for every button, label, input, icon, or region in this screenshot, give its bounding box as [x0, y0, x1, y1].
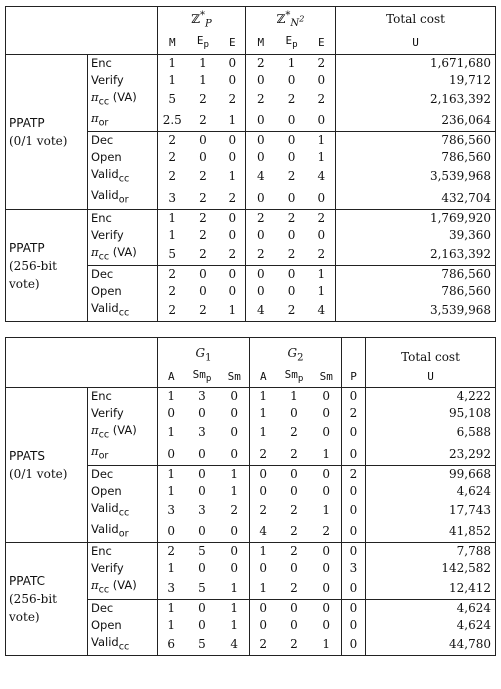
cost-cell: 1 — [250, 422, 277, 443]
column-label: P — [342, 366, 366, 388]
operation-label: Open — [88, 283, 158, 300]
cost-cell: 0 — [342, 388, 366, 406]
protocol-label: PPATC (256-bit vote) — [6, 543, 88, 656]
cost-cell: 2 — [246, 89, 276, 110]
cost-cell: 5 — [185, 543, 220, 561]
cost-cell: 2 — [276, 300, 308, 322]
column-label: $Sm_p$ — [185, 366, 220, 388]
cost-cell: 2 — [308, 54, 336, 72]
cost-cell: 0 — [342, 443, 366, 465]
header-row-groups — [6, 7, 496, 33]
operation-label: Valid$_{cc}$ — [88, 300, 158, 322]
cost-cell: 0 — [199, 150, 207, 165]
cost-cell: 2 — [290, 425, 298, 440]
cost-cell: 1 — [158, 72, 187, 89]
operation-label: Open — [88, 483, 158, 500]
cost-cell: 0 — [342, 599, 366, 617]
cost-cell: 0 — [342, 483, 366, 500]
operation-label: Enc — [88, 209, 158, 227]
cost-cell: 1 — [250, 405, 277, 422]
cost-cell: 3 — [198, 502, 206, 517]
cost-cell: 2 — [342, 405, 366, 422]
cost-cell: 0 — [220, 209, 246, 227]
cost-cell: 0 — [250, 483, 277, 500]
total-cost-cell: 3,539,968 — [336, 300, 496, 322]
header-row-groups — [6, 338, 496, 367]
cost-cell: 0 — [228, 72, 237, 87]
cost-cell: 0 — [308, 187, 336, 209]
cost-cell: 0 — [322, 425, 331, 440]
cost-cell: 3 — [198, 425, 206, 440]
cost-cell: 0 — [230, 425, 239, 440]
cost-cell: 2 — [277, 543, 312, 561]
cost-cell: 2 — [199, 227, 207, 242]
group-header: ℤ*$_P$ — [158, 7, 246, 33]
group-header: ℤ*$_{N^2}$ — [246, 7, 336, 33]
table-row — [6, 543, 496, 561]
cost-cell: 1 — [322, 446, 331, 461]
cost-cell: 0 — [317, 227, 326, 242]
cost-cell: 1 — [158, 560, 185, 577]
cost-cell: 0 — [246, 149, 276, 166]
cost-cell: 2 — [199, 113, 207, 128]
cost-cell: 0 — [276, 187, 308, 209]
cost-cell: 0 — [220, 521, 250, 543]
cost-cell: 1 — [199, 72, 207, 87]
operation-label: Verify — [88, 405, 158, 422]
cost-cell: 2 — [287, 246, 296, 261]
cost-cell: 5 — [185, 634, 220, 656]
group-header: $G_2$ — [250, 338, 342, 367]
cost-cell: 2 — [158, 283, 187, 300]
cost-cell: 0 — [277, 599, 312, 617]
cost-cell: 0 — [185, 465, 220, 483]
total-cost-cell: 786,560 — [336, 132, 496, 150]
cost-cell: 1 — [158, 388, 185, 406]
cost-cell: 0 — [228, 284, 237, 299]
cost-cell: 2 — [290, 502, 298, 517]
cost-cell: 3 — [158, 187, 187, 209]
cost-cell: 0 — [287, 150, 296, 165]
cost-cell: 0 — [220, 54, 246, 72]
cost-cell: 2 — [342, 465, 366, 483]
table-row — [6, 54, 496, 72]
cost-cell: 2 — [317, 91, 326, 106]
cost-cell: 0 — [220, 543, 250, 561]
cost-cell: 1 — [277, 388, 312, 406]
cost-cell: 0 — [198, 446, 206, 461]
cost-cell: 5 — [198, 580, 206, 595]
cost-cell: 0 — [322, 406, 331, 421]
column-label: U — [366, 366, 496, 388]
total-cost-cell: 1,671,680 — [336, 54, 496, 72]
cost-cell: 0 — [277, 465, 312, 483]
cost-cell: 2 — [187, 300, 220, 322]
cost-cell: 0 — [250, 465, 277, 483]
cost-cell: 0 — [246, 72, 276, 89]
cost-cell: 1 — [158, 54, 187, 72]
total-cost-cell: 786,560 — [336, 283, 496, 300]
column-label: $E_p$ — [276, 32, 308, 54]
cost-cell: 0 — [276, 266, 308, 284]
table-body — [6, 388, 496, 656]
cost-cell: 0 — [290, 617, 298, 632]
cost-cell: 3 — [158, 500, 185, 521]
total-cost-header: Total cost — [366, 338, 496, 367]
cost-cell: 2 — [187, 187, 220, 209]
cost-cell: 0 — [312, 465, 342, 483]
cost-cell: 4 — [220, 634, 250, 656]
operation-label: Valid$_{cc}$ — [88, 500, 158, 521]
operation-label: Open — [88, 149, 158, 166]
cost-cell: 2 — [199, 91, 207, 106]
cost-cell: 2 — [287, 169, 296, 184]
total-cost-cell: 44,780 — [366, 634, 496, 656]
cost-cell: 1 — [220, 465, 250, 483]
cost-cell: 0 — [246, 132, 276, 150]
cost-cell: 0 — [185, 521, 220, 543]
cost-cell: 1 — [228, 113, 237, 128]
cost-cell: 4 — [246, 300, 276, 322]
cost-cell: 2 — [158, 132, 187, 150]
operation-label: Enc — [88, 543, 158, 561]
cost-cell: 1 — [250, 543, 277, 561]
cost-cell: 2.5 — [158, 110, 187, 132]
cost-cell: 0 — [246, 283, 276, 300]
column-label: M — [246, 32, 276, 54]
cost-cell: 1 — [220, 599, 250, 617]
cost-cell: 0 — [185, 599, 220, 617]
cost-cell: 0 — [287, 227, 296, 242]
cost-cell: 1 — [220, 300, 246, 322]
cost-cell: 0 — [317, 113, 326, 128]
total-cost-cell: 786,560 — [336, 149, 496, 166]
cost-cell: 2 — [308, 209, 336, 227]
operation-label: Open — [88, 617, 158, 634]
cost-cell: 1 — [158, 227, 187, 244]
cost-cell: 1 — [187, 54, 220, 72]
total-cost-cell: 6,588 — [366, 422, 496, 443]
cost-cell: 2 — [158, 266, 187, 284]
cost-cell: 0 — [290, 406, 298, 421]
cost-cell: 2 — [287, 91, 296, 106]
cost-cell: 2 — [246, 54, 276, 72]
cost-cell: 1 — [230, 617, 239, 632]
cost-cell: 5 — [158, 244, 187, 266]
cost-cell: 0 — [246, 187, 276, 209]
cost-cell: 2 — [250, 443, 277, 465]
cost-cell: 1 — [250, 388, 277, 406]
column-label: U — [336, 32, 496, 54]
cost-cell: 0 — [230, 561, 239, 576]
cost-cell: 0 — [342, 543, 366, 561]
cost-cell: 1 — [158, 209, 187, 227]
cost-cell: 1 — [308, 266, 336, 284]
cost-cell: 2 — [199, 246, 207, 261]
operation-label: $\pi_{cc}$ (VA) — [88, 244, 158, 266]
column-label: A — [250, 366, 277, 388]
operation-label: Valid$_{cc}$ — [88, 166, 158, 187]
cost-cell: 0 — [317, 72, 326, 87]
operation-label: Dec — [88, 599, 158, 617]
cost-cell: 0 — [342, 577, 366, 599]
cost-cell: 0 — [290, 561, 298, 576]
cost-cell: 2 — [246, 244, 276, 266]
cost-cell: 0 — [228, 150, 237, 165]
cost-cell: 0 — [220, 388, 250, 406]
cost-cell: 1 — [158, 422, 185, 443]
cost-cell: 1 — [308, 132, 336, 150]
cost-cell: 1 — [158, 465, 185, 483]
total-cost-cell: 19,712 — [336, 72, 496, 89]
total-cost-cell: 17,743 — [366, 500, 496, 521]
group-header: $G_1$ — [158, 338, 250, 367]
protocol-label: PPATP (256-bit vote) — [6, 209, 88, 322]
cost-cell: 1 — [158, 599, 185, 617]
operation-label: Verify — [88, 72, 158, 89]
cost-cell: 2 — [250, 500, 277, 521]
cost-cell: 0 — [322, 617, 331, 632]
cost-cell: 0 — [199, 284, 207, 299]
cost-cell: 2 — [230, 502, 239, 517]
total-cost-cell: 23,292 — [366, 443, 496, 465]
cost-cell: 0 — [230, 446, 239, 461]
cost-cell: 2 — [228, 246, 237, 261]
cost-cell: 2 — [199, 169, 207, 184]
cost-table-top — [5, 6, 496, 322]
cost-cell: 1 — [317, 150, 326, 165]
cost-cell: 0 — [228, 227, 237, 242]
cost-cell: 0 — [312, 599, 342, 617]
cost-cell: 3 — [342, 560, 366, 577]
total-cost-cell: 7,788 — [366, 543, 496, 561]
total-cost-cell: 142,582 — [366, 560, 496, 577]
cost-cell: 2 — [277, 521, 312, 543]
column-label: $E_p$ — [187, 32, 220, 54]
column-label: Sm — [220, 366, 250, 388]
header-row-columns — [6, 366, 496, 388]
cost-cell: 0 — [250, 560, 277, 577]
cost-cell: 0 — [158, 443, 185, 465]
operation-label: Verify — [88, 560, 158, 577]
operation-label: Dec — [88, 132, 158, 150]
total-cost-cell: 786,560 — [336, 266, 496, 284]
column-label: E — [308, 32, 336, 54]
operation-label: Verify — [88, 227, 158, 244]
total-cost-cell: 1,769,920 — [336, 209, 496, 227]
operation-label: $\pi_{cc}$ (VA) — [88, 577, 158, 599]
table-row — [6, 209, 496, 227]
operation-label: Valid$_{or}$ — [88, 187, 158, 209]
total-cost-cell: 2,163,392 — [336, 244, 496, 266]
cost-cell: 2 — [312, 521, 342, 543]
cost-cell: 4 — [246, 166, 276, 187]
cost-cell: 4 — [308, 300, 336, 322]
column-label: M — [158, 32, 187, 54]
column-label: Sm — [312, 366, 342, 388]
cost-cell: 0 — [342, 422, 366, 443]
total-cost-cell: 39,360 — [336, 227, 496, 244]
cost-cell: 2 — [317, 246, 326, 261]
total-cost-cell: 4,624 — [366, 617, 496, 634]
operation-label: $\pi_{or}$ — [88, 443, 158, 465]
cost-cell: 0 — [312, 543, 342, 561]
cost-cell: 0 — [322, 580, 331, 595]
cost-cell: 3 — [185, 388, 220, 406]
cost-cell: 0 — [287, 113, 296, 128]
cost-cell: 0 — [342, 617, 366, 634]
cost-cell: 2 — [290, 446, 298, 461]
operation-label: $\pi_{cc}$ (VA) — [88, 89, 158, 110]
total-cost-cell: 4,624 — [366, 599, 496, 617]
cost-cell: 0 — [246, 266, 276, 284]
cost-cell: 1 — [230, 580, 239, 595]
cost-cell: 2 — [276, 209, 308, 227]
total-cost-cell: 236,064 — [336, 110, 496, 132]
cost-cell: 1 — [158, 617, 185, 634]
protocol-label: PPATP (0/1 vote) — [6, 54, 88, 209]
cost-cell: 0 — [158, 405, 185, 422]
cost-cell: 2 — [220, 187, 246, 209]
total-cost-cell: 41,852 — [366, 521, 496, 543]
column-label: A — [158, 366, 185, 388]
cost-table-bottom — [5, 337, 496, 656]
cost-cell: 1 — [276, 54, 308, 72]
cost-cell: 5 — [158, 89, 187, 110]
operation-label: Dec — [88, 266, 158, 284]
cost-cell: 0 — [290, 483, 298, 498]
cost-cell: 2 — [250, 634, 277, 656]
cost-cell: 0 — [246, 227, 276, 244]
table-body — [6, 54, 496, 322]
cost-cell: 0 — [322, 483, 331, 498]
cost-cell: 0 — [312, 388, 342, 406]
cost-cell: 0 — [230, 406, 239, 421]
cost-cell: 1 — [317, 284, 326, 299]
cost-cell: 4 — [250, 521, 277, 543]
cost-cell: 2 — [158, 543, 185, 561]
operation-label: Valid$_{or}$ — [88, 521, 158, 543]
protocol-label: PPATS (0/1 vote) — [6, 388, 88, 543]
cost-cell: 1 — [230, 483, 239, 498]
total-cost-cell: 432,704 — [336, 187, 496, 209]
cost-cell: 0 — [198, 406, 206, 421]
cost-cell: 0 — [158, 521, 185, 543]
operation-label: Valid$_{cc}$ — [88, 634, 158, 656]
column-label: E — [220, 32, 246, 54]
cost-cell: 2 — [290, 580, 298, 595]
total-cost-cell: 95,108 — [366, 405, 496, 422]
total-cost-cell: 3,539,968 — [336, 166, 496, 187]
cost-cell: 0 — [220, 266, 246, 284]
table-row — [6, 388, 496, 406]
total-cost-cell: 99,668 — [366, 465, 496, 483]
operation-label: $\pi_{cc}$ (VA) — [88, 422, 158, 443]
cost-cell: 0 — [187, 132, 220, 150]
cost-cell: 3 — [158, 577, 185, 599]
total-cost-cell: 2,163,392 — [336, 89, 496, 110]
cost-cell: 0 — [220, 132, 246, 150]
cost-cell: 2 — [228, 91, 237, 106]
cost-cell: 0 — [287, 284, 296, 299]
total-cost-cell: 12,412 — [366, 577, 496, 599]
total-cost-header: Total cost — [336, 7, 496, 33]
cost-cell: 0 — [250, 617, 277, 634]
header-row-columns — [6, 32, 496, 54]
total-cost-cell: 4,222 — [366, 388, 496, 406]
cost-cell: 2 — [246, 209, 276, 227]
column-label: $Sm_p$ — [277, 366, 312, 388]
cost-cell: 6 — [158, 634, 185, 656]
cost-cell: 0 — [250, 599, 277, 617]
total-cost-cell: 4,624 — [366, 483, 496, 500]
cost-cell: 0 — [342, 634, 366, 656]
cost-cell: 1 — [250, 577, 277, 599]
cost-cell: 2 — [158, 300, 187, 322]
cost-cell: 2 — [187, 209, 220, 227]
cost-cell: 0 — [198, 617, 206, 632]
operation-label: $\pi_{or}$ — [88, 110, 158, 132]
cost-cell: 0 — [287, 72, 296, 87]
cost-cell: 1 — [322, 502, 331, 517]
cost-cell: 0 — [187, 266, 220, 284]
cost-cell: 0 — [322, 561, 331, 576]
operation-label: Enc — [88, 54, 158, 72]
cost-cell: 0 — [342, 500, 366, 521]
cost-cell: 0 — [198, 483, 206, 498]
cost-cell: 0 — [198, 561, 206, 576]
cost-cell: 2 — [158, 149, 187, 166]
cost-cell: 0 — [246, 110, 276, 132]
cost-cell: 0 — [276, 132, 308, 150]
cost-cell: 2 — [158, 166, 187, 187]
operation-label: Enc — [88, 388, 158, 406]
cost-cell: 1 — [228, 169, 237, 184]
cost-cell: 4 — [317, 169, 326, 184]
cost-cell: 1 — [312, 634, 342, 656]
cost-cell: 2 — [277, 634, 312, 656]
cost-cell: 1 — [158, 483, 185, 500]
cost-cell: 0 — [342, 521, 366, 543]
operation-label: Dec — [88, 465, 158, 483]
